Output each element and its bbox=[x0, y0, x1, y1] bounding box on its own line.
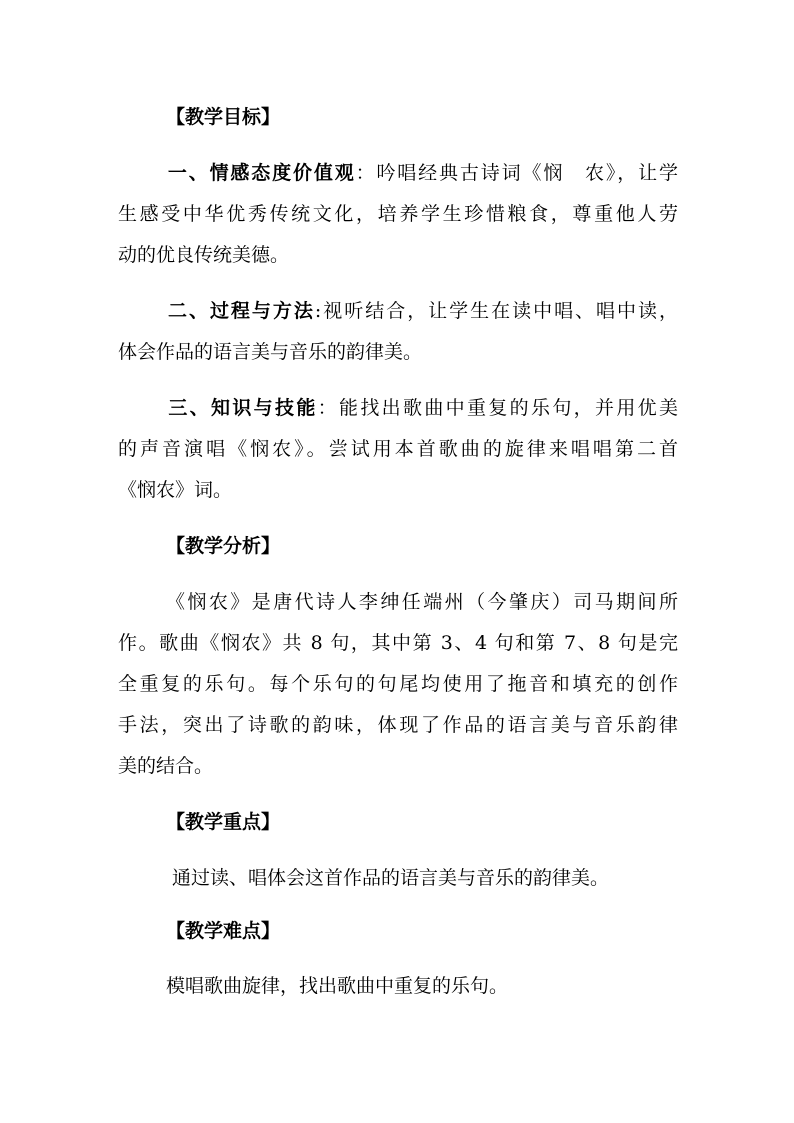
objective-3-text-1: ：能找出歌曲中重复的乐句，并用优美 bbox=[317, 397, 678, 419]
objective-3-line-3: 《悯农》词。 bbox=[118, 479, 233, 501]
objective-1-line-2: 生感受中华优秀传统文化，培养学生珍惜粮食，尊重他人劳 bbox=[118, 203, 678, 225]
key-points-heading: 【教学重点】 bbox=[166, 811, 281, 833]
analysis-line-5: 美的结合。 bbox=[118, 755, 214, 777]
objective-2-line-2: 体会作品的语言美与音乐的韵律美。 bbox=[118, 341, 423, 363]
objective-1-line-1 bbox=[118, 161, 678, 185]
objective-2-line-1 bbox=[118, 299, 678, 323]
objectives-heading: 【教学目标】 bbox=[166, 106, 281, 128]
objective-3-line-1 bbox=[118, 396, 678, 420]
key-points-line-1: 通过读、唱体会这首作品的语言美与音乐的韵律美。 bbox=[172, 867, 610, 889]
analysis-line-4: 手法，突出了诗歌的韵味，体现了作品的语言美与音乐韵律 bbox=[118, 714, 678, 736]
difficulties-line-1: 模唱歌曲旋律，找出歌曲中重复的乐句。 bbox=[166, 975, 509, 997]
objective-3-line-2: 的声音演唱《悯农》。尝试用本首歌曲的旋律来唱唱第二首 bbox=[118, 438, 678, 460]
analysis-heading: 【教学分析】 bbox=[166, 535, 281, 557]
analysis-line-1: 《悯农》是唐代诗人李绅任端州（今肇庆）司马期间所 bbox=[166, 591, 678, 613]
objective-3-label: 三、知识与技能 bbox=[166, 397, 318, 419]
objective-1-text-1: ：吟唱经典古诗词《悯 农》，让学 bbox=[355, 162, 678, 184]
analysis-line-3: 全重复的乐句。每个乐句的句尾均使用了拖音和填充的创作 bbox=[118, 673, 678, 695]
difficulties-heading: 【教学难点】 bbox=[166, 920, 281, 942]
objective-1-label: 一、情感态度价值观 bbox=[166, 162, 356, 184]
objective-2-label: 二、过程与方法 bbox=[166, 300, 315, 322]
objective-1-line-3: 动的优良传统美德。 bbox=[118, 244, 290, 266]
objective-2-text-1: :视听结合，让学生在读中唱、唱中读， bbox=[314, 300, 678, 322]
analysis-line-2: 作。歌曲《悯农》共 8 句，其中第 3、4 句和第 7、8 句是完 bbox=[118, 632, 678, 654]
